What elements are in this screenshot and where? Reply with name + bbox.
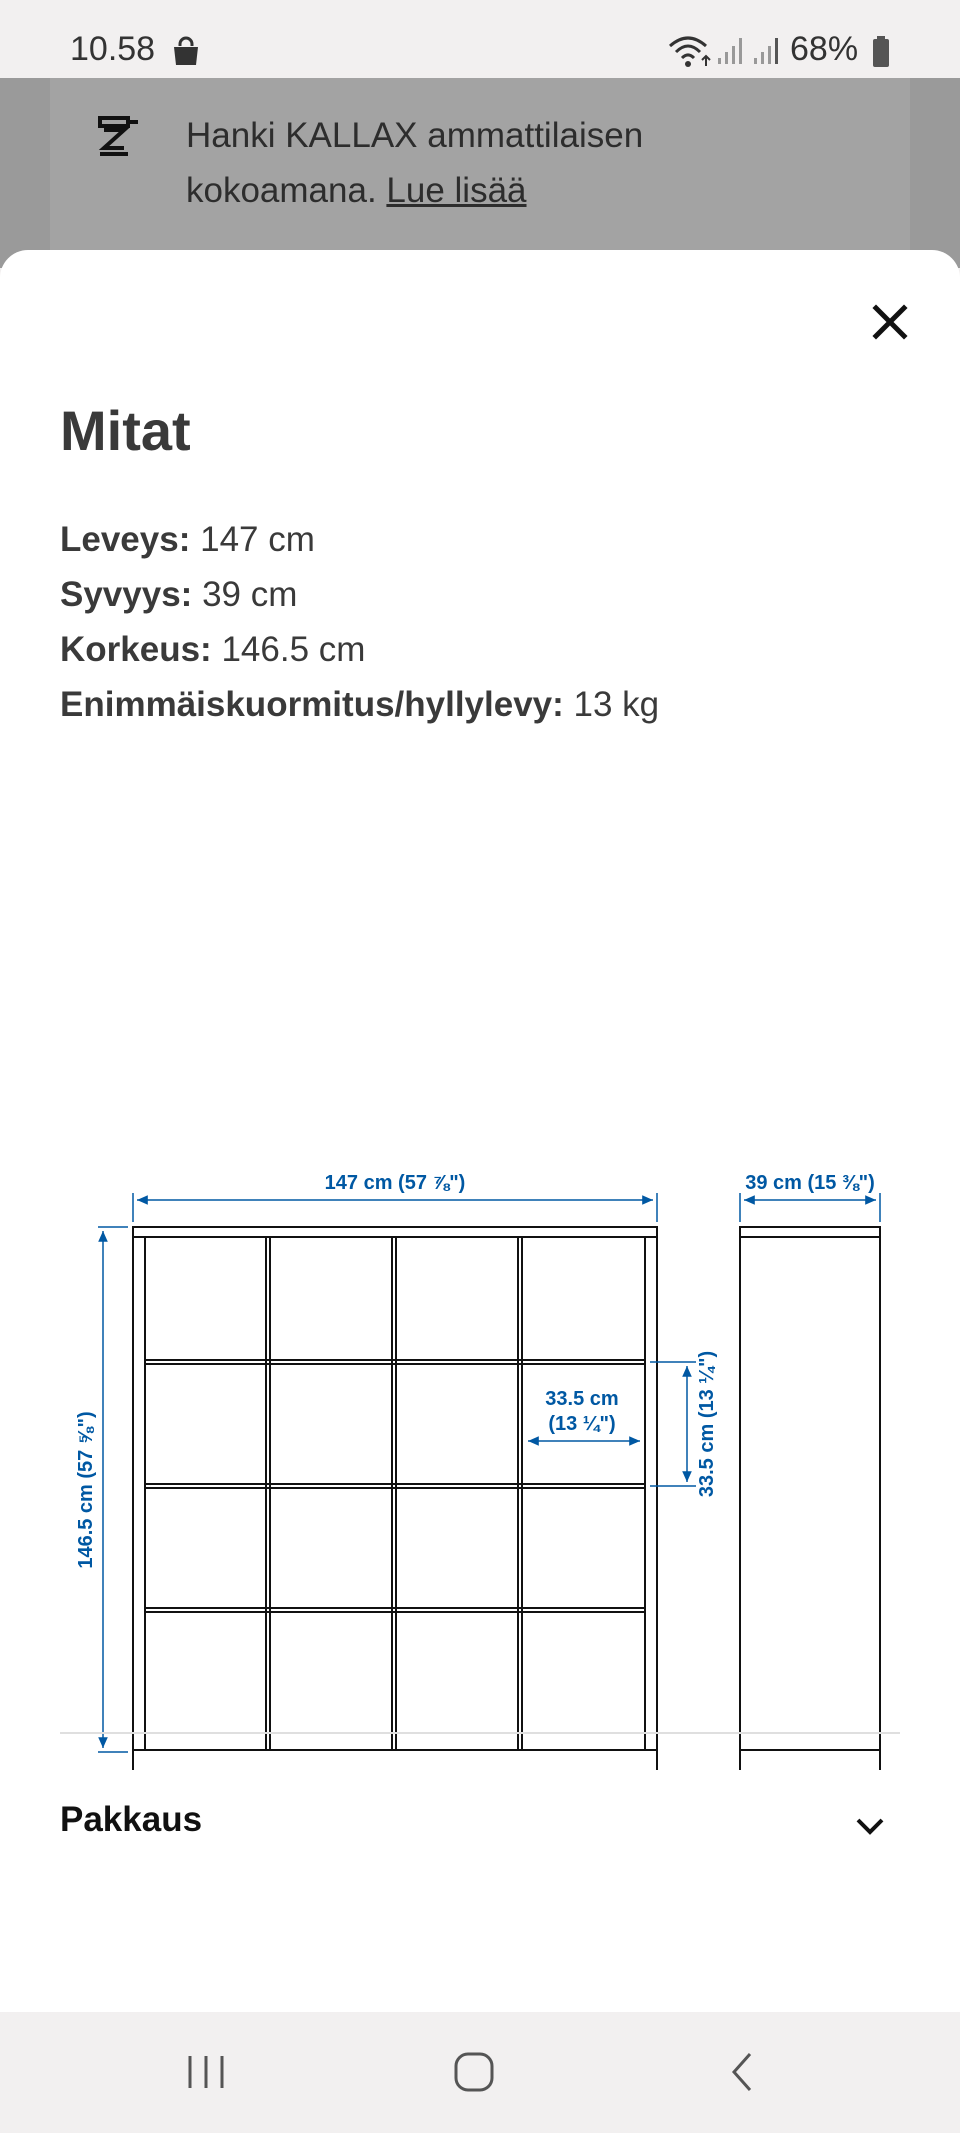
depth-dimension — [740, 1193, 880, 1222]
status-time: 10.58 — [70, 30, 156, 68]
battery-percentage: 68% — [790, 30, 859, 68]
depth-label: 39 cm (15 ⅜") — [745, 1172, 875, 1194]
spec-value: 39 cm — [202, 575, 298, 614]
spec-label: Korkeus: — [60, 630, 212, 669]
shelf-side-view — [740, 1227, 880, 1770]
assembly-tool-icon — [94, 114, 144, 160]
spec-row-height — [60, 622, 659, 677]
spec-label: Enimmäiskuormitus/hyllylevy: — [60, 685, 564, 724]
close-icon[interactable] — [864, 296, 916, 348]
width-dimension — [133, 1193, 657, 1222]
assembly-banner-text — [186, 108, 786, 218]
spec-list — [60, 512, 659, 732]
signal-icon — [752, 36, 782, 66]
compartment-width-label-line1: 33.5 cm — [545, 1388, 619, 1410]
wifi-icon — [668, 34, 712, 68]
chevron-down-icon[interactable] — [850, 1806, 890, 1846]
background-page — [0, 78, 960, 268]
recent-apps-icon[interactable] — [166, 2042, 246, 2102]
dimension-diagram — [70, 910, 900, 1770]
dimensions-modal — [0, 250, 960, 2012]
spec-row-max-load — [60, 677, 659, 732]
height-label: 146.5 cm (57 ⅝") — [75, 1411, 97, 1569]
battery-icon — [872, 36, 890, 68]
assembly-banner-message: Hanki KALLAX ammattilaisen kokoamana. — [186, 116, 644, 210]
navigation-bar — [0, 2012, 960, 2133]
spec-value: 147 cm — [200, 520, 315, 559]
home-icon[interactable] — [434, 2042, 514, 2102]
assembly-banner — [50, 78, 910, 268]
width-label: 147 cm (57 ⅞") — [324, 1172, 466, 1194]
compartment-height-label: 33.5 cm (13 ¼") — [696, 1350, 718, 1498]
status-bar — [0, 0, 960, 78]
height-dimension — [98, 1227, 128, 1752]
divider — [60, 1732, 900, 1734]
spec-value: 13 kg — [573, 685, 660, 724]
compartment-width-label-line2: (13 ¼") — [548, 1413, 616, 1435]
spec-label: Leveys: — [60, 520, 191, 559]
spec-label: Syvyys: — [60, 575, 193, 614]
bag-icon — [170, 36, 202, 68]
signal-icon — [716, 36, 746, 66]
spec-row-width — [60, 512, 659, 567]
packaging-accordion[interactable] — [60, 1790, 900, 1870]
spec-row-depth — [60, 567, 659, 622]
shelf-front-view — [133, 1227, 657, 1770]
read-more-link[interactable]: Lue lisää — [386, 171, 527, 210]
back-icon[interactable] — [704, 2042, 784, 2102]
section-title: Pakkaus — [60, 1800, 203, 1839]
page-title: Mitat — [60, 399, 191, 462]
spec-value: 146.5 cm — [221, 630, 366, 669]
